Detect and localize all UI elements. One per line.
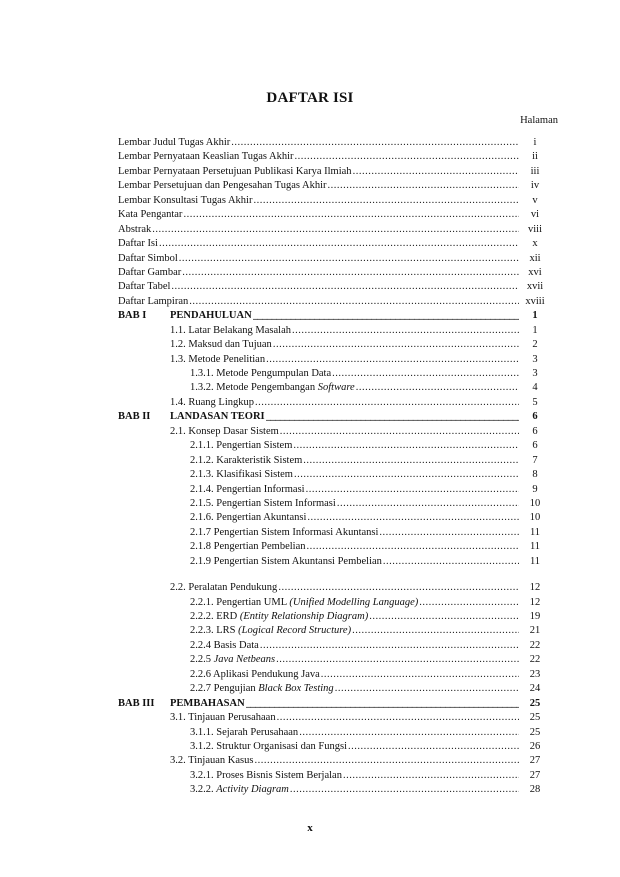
toc-label (190, 381, 355, 395)
leader-line (266, 410, 519, 424)
leader-dots (379, 526, 519, 540)
toc-page: i (533, 137, 537, 148)
chapter-title: PEMBAHASAN (170, 697, 245, 709)
leader-dots (307, 511, 519, 525)
toc-page: 4 (532, 382, 538, 394)
toc-row (118, 454, 548, 468)
toc-label: Daftar Isi (118, 238, 158, 250)
toc-chapter-row (118, 697, 548, 711)
toc-row (118, 425, 548, 439)
leader-dots (352, 624, 519, 638)
leader-dots (419, 596, 519, 610)
toc-page: 11 (529, 555, 541, 567)
toc-label (190, 653, 275, 667)
leader-dots (179, 252, 519, 266)
leader-dots (299, 726, 519, 740)
toc-label (190, 624, 351, 638)
toc-row (118, 252, 548, 266)
leader-dots (152, 223, 519, 237)
toc-row (118, 237, 548, 251)
toc-label: Kata Pengantar (118, 209, 183, 221)
toc-page: 28 (529, 784, 541, 796)
toc-label: Daftar Tabel (118, 281, 171, 293)
toc-page: 24 (529, 683, 541, 695)
toc-label-text: 2.2.2. ERD (190, 611, 238, 622)
toc-label: Lembar Persetujuan dan Pengesahan Tugas Akhir (118, 180, 327, 192)
toc-label: 2.1.5. Pengertian Sistem Informasi (190, 497, 336, 509)
leader-dots (353, 165, 519, 179)
toc-page: v (532, 194, 538, 206)
leader-dots (278, 581, 519, 595)
toc-row (118, 136, 548, 150)
toc-label: Lembar Konsultasi Tugas Akhir (118, 194, 253, 206)
toc-label (190, 682, 334, 696)
toc-label: 2.2.4 Basis Data (190, 639, 259, 651)
toc-row (118, 639, 548, 653)
toc-label-text: 2.2.7 Pengujian (190, 683, 256, 695)
leader-dots (253, 194, 519, 208)
leader-dots (171, 280, 519, 294)
toc-label: 2.1.4. Pengertian Informasi (190, 483, 305, 495)
toc-row (118, 668, 548, 682)
toc-row (118, 540, 548, 554)
leader-dots (183, 208, 519, 222)
toc-row (118, 497, 548, 511)
toc-label: 3.1.2. Struktur Organisasi dan Fungsi (190, 740, 348, 752)
toc-row (118, 150, 548, 164)
leader-dots (277, 711, 519, 725)
toc-page: 12 (529, 596, 541, 608)
toc-page: 25 (529, 697, 541, 709)
leader-dots (294, 468, 519, 482)
leader-dots (231, 136, 519, 150)
leader-dots (337, 497, 519, 511)
toc-label: 1.4. Ruang Lingkup (170, 396, 254, 408)
toc-row (118, 653, 548, 667)
toc-page: xii (529, 252, 541, 264)
toc-label: 2.1.9 Pengertian Sistem Akuntansi Pembelian (190, 555, 382, 567)
toc-row (118, 338, 548, 352)
toc-page: 8 (532, 469, 538, 481)
page-number: x (307, 822, 313, 834)
toc-label: 1.2. Maksud dan Tujuan (170, 339, 272, 351)
toc-page: 27 (529, 769, 541, 781)
toc-label: 2.2. Peralatan Pendukung (170, 582, 278, 594)
toc-chapter-row (118, 410, 548, 424)
toc-page: 2 (532, 339, 538, 351)
toc-row (118, 194, 548, 208)
chapter-title: PENDAHULUAN (170, 310, 252, 322)
leader-line (253, 309, 519, 323)
toc-row (118, 726, 548, 740)
toc-page: 19 (529, 611, 541, 622)
leader-dots (280, 425, 519, 439)
toc-page: viii (527, 223, 542, 235)
chapter-title: LANDASAN TEORI (170, 411, 265, 423)
toc-page: 7 (532, 454, 538, 466)
toc-page: x (532, 238, 538, 250)
toc-chapter-row (118, 309, 548, 323)
toc-page: 21 (529, 625, 541, 637)
toc-label: 2.1. Konsep Dasar Sistem (170, 425, 279, 437)
leader-dots (306, 540, 519, 554)
toc-page: 25 (529, 712, 541, 724)
toc-page: 27 (529, 755, 541, 767)
leader-dots (328, 179, 519, 193)
toc-row (118, 682, 548, 696)
toc-label: 2.1.3. Klasifikasi Sistem (190, 469, 293, 481)
leader-dots (295, 150, 519, 164)
toc-page: 5 (532, 396, 538, 408)
toc-page: 6 (532, 440, 538, 452)
toc-label-text: 2.2.3. LRS (190, 625, 236, 637)
leader-dots (303, 454, 519, 468)
leader-line (246, 697, 519, 711)
toc-label: 3.2. Tinjauan Kasus (170, 755, 254, 767)
toc-row (118, 555, 548, 569)
toc-row (118, 280, 548, 294)
toc-page: 10 (529, 497, 541, 509)
toc-label: 2.1.2. Karakteristik Sistem (190, 454, 303, 466)
toc-label-italic: Black Box Testing (258, 683, 334, 695)
leader-dots (273, 338, 519, 352)
toc-page: 23 (529, 668, 541, 680)
toc-row (118, 624, 548, 638)
leader-dots (254, 754, 519, 768)
toc-row (118, 783, 548, 797)
toc-page: 1 (532, 310, 538, 322)
toc-label-text: 1.3.2. Metode Pengembangan (190, 382, 316, 394)
chapter-code: BAB III (118, 697, 155, 709)
leader-dots (290, 783, 519, 797)
toc-row (118, 439, 548, 453)
leader-dots (266, 353, 519, 367)
toc-label: 2.2.6 Aplikasi Pendukung Java (190, 668, 320, 680)
toc-label-text: 3.2.2. (190, 784, 214, 796)
leader-dots (276, 653, 519, 667)
toc-page: ii (532, 151, 538, 163)
leader-dots (369, 610, 519, 624)
toc-page: iv (530, 180, 540, 192)
toc-label: Abstrak (118, 223, 152, 235)
halaman-header: Halaman (520, 115, 558, 126)
toc-label-italic: Activity Diagram (216, 784, 289, 796)
toc-label-italic: (Logical Record Structure) (238, 625, 352, 637)
chapter-code: BAB II (118, 411, 151, 423)
toc-label: 2.1.6. Pengertian Akuntansi (190, 512, 307, 524)
toc-page: vi (530, 209, 540, 221)
toc-row (118, 596, 548, 610)
toc-row (118, 740, 548, 754)
toc-label-text: 2.2.5 (190, 654, 211, 666)
toc-label-text: 2.2.1. Pengertian UML (190, 596, 287, 608)
toc-page: 22 (529, 639, 541, 651)
toc-page: xvi (528, 266, 542, 278)
toc-label: Lembar Pernyataan Persetujuan Publikasi Karya Ilmiah (118, 165, 352, 177)
toc-page: xvii (526, 281, 544, 293)
leader-dots (182, 266, 519, 280)
toc-row (118, 711, 548, 725)
toc-page: 12 (529, 582, 541, 594)
toc-label: 3.1. Tinjauan Perusahaan (170, 712, 276, 724)
toc-label: Daftar Gambar (118, 266, 182, 278)
table-of-contents (118, 136, 548, 798)
toc-row (118, 223, 548, 237)
toc-row (118, 769, 548, 783)
toc-page: 1 (532, 324, 538, 336)
toc-label: 2.1.8 Pengertian Pembelian (190, 541, 306, 553)
leader-dots (159, 237, 519, 251)
chapter-code: BAB I (118, 310, 147, 322)
toc-label-italic: Java Netbeans (213, 654, 276, 666)
leader-dots (348, 740, 519, 754)
toc-page: 9 (532, 483, 538, 495)
toc-page: 10 (529, 512, 541, 524)
toc-row (118, 367, 548, 381)
leader-dots (321, 668, 519, 682)
leader-dots (383, 555, 519, 569)
leader-dots (343, 769, 519, 783)
toc-page: 25 (529, 726, 541, 738)
leader-dots (260, 639, 519, 653)
toc-label-italic: Software (317, 382, 355, 394)
leader-dots (335, 682, 519, 696)
toc-row (118, 396, 548, 410)
toc-page: 6 (532, 411, 538, 423)
leader-dots (292, 324, 519, 338)
toc-page: 11 (529, 541, 541, 553)
toc-row (118, 754, 548, 768)
toc-row (118, 324, 548, 338)
toc-row (118, 381, 548, 395)
toc-label: Daftar Lampiran (118, 295, 189, 307)
toc-label: Lembar Judul Tugas Akhir (118, 137, 231, 148)
toc-row (118, 610, 548, 624)
toc-label: 1.3. Metode Penelitian (170, 353, 266, 365)
toc-label (190, 596, 418, 610)
toc-label: 2.1.7 Pengertian Sistem Informasi Akuntansi (190, 526, 379, 538)
toc-page: iii (530, 165, 540, 177)
toc-page: 6 (532, 425, 538, 437)
toc-label: 1.3.1. Metode Pengumpulan Data (190, 368, 332, 379)
toc-page: 11 (529, 526, 541, 538)
toc-row (118, 483, 548, 497)
leader-dots (189, 295, 519, 309)
toc-label: 3.1.1. Sejarah Perusahaan (190, 726, 299, 738)
toc-row (118, 353, 548, 367)
toc-label (190, 610, 368, 624)
toc-row (118, 266, 548, 280)
toc-label: 1.1. Latar Belakang Masalah (170, 324, 291, 336)
toc-page: 3 (532, 368, 538, 379)
toc-label-italic: (Entity Relationship Diagram) (239, 611, 369, 622)
toc-row (118, 511, 548, 525)
leader-dots (255, 396, 519, 410)
toc-page: 26 (529, 740, 541, 752)
toc-row (118, 581, 548, 595)
page-title: DAFTAR ISI (266, 90, 354, 106)
leader-dots (356, 381, 519, 395)
toc-label-italic: (Unified Modelling Language) (289, 596, 419, 608)
toc-page: xviii (525, 295, 545, 307)
toc-label: Lembar Pernyataan Keaslian Tugas Akhir (118, 151, 294, 163)
leader-dots (332, 367, 519, 381)
toc-label: 3.2.1. Proses Bisnis Sistem Berjalan (190, 769, 342, 781)
toc-page: 22 (529, 654, 541, 666)
toc-row (118, 468, 548, 482)
toc-row (118, 526, 548, 540)
toc-row (118, 179, 548, 193)
toc-row (118, 208, 548, 222)
leader-dots (293, 439, 519, 453)
toc-row (118, 165, 548, 179)
toc-row (118, 295, 548, 309)
toc-label (190, 783, 289, 797)
toc-label: 2.1.1. Pengertian Sistem (190, 440, 293, 452)
toc-label: Daftar Simbol (118, 252, 178, 264)
toc-page: 3 (532, 353, 538, 365)
leader-dots (306, 483, 519, 497)
